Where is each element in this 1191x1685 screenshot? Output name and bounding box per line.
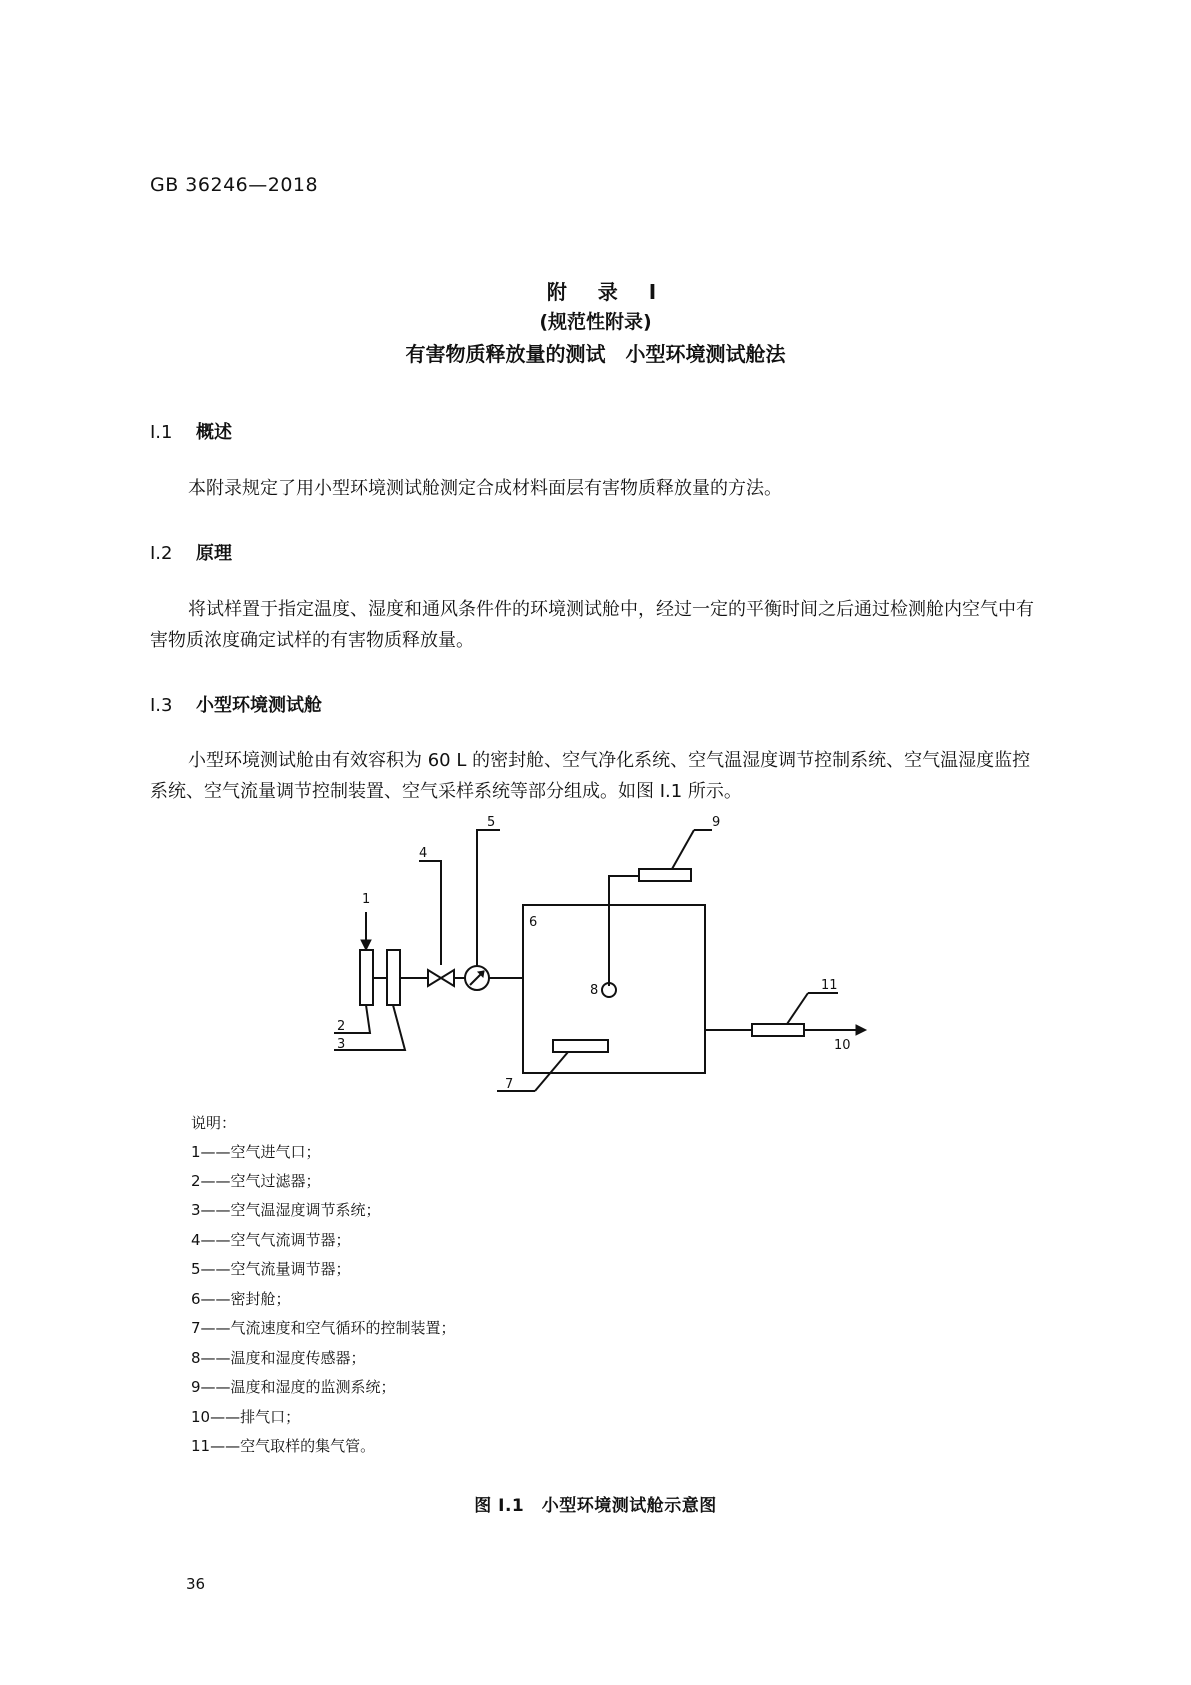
label-4: 4 [419,846,428,861]
page-number: 36 [186,1575,206,1593]
label-8: 8 [590,983,599,998]
label-11: 11 [821,978,838,993]
exhaust-arrow [856,1025,866,1035]
label-9: 9 [712,815,721,830]
label-6: 6 [529,915,538,930]
annex-name: 有害物质释放量的测试 小型环境测试舱法 [405,342,786,366]
legend-item: 7——气流速度和空气循环的控制装置； [191,1319,456,1337]
legend-item: 6——密封舱； [191,1290,291,1308]
section-title: 原理 [196,543,232,564]
sealed-chamber [523,905,705,1073]
leader-line [787,993,808,1024]
legend-item: 9——温度和湿度的监测系统； [191,1378,396,1396]
section-title: 小型环境测试舱 [196,695,322,716]
section-number: I.3 [150,695,173,716]
air-filter [360,950,373,1005]
legend-item: 2——空气过滤器； [191,1172,321,1190]
label-7: 7 [505,1077,514,1092]
section-title: 概述 [196,422,232,443]
label-5: 5 [487,815,496,830]
legend-item: 3——空气温湿度调节系统； [191,1201,381,1219]
leader-line [419,861,441,965]
legend-item: 5——空气流量调节器； [191,1260,351,1278]
section-body-2: 将试样置于指定温度、湿度和通风条件件的环境测试舱中，经过一定的平衡时间之后通过检测舱内空气中有害物质浓度确定试样的有害物质释放量。 [150,599,1034,651]
label-3: 3 [337,1037,346,1052]
legend-item: 8——温度和湿度传感器； [191,1349,366,1367]
label-2: 2 [337,1019,346,1034]
sensor-wire [609,876,639,986]
standard-number: GB 36246—2018 [150,174,319,196]
figure-caption: 图 I.1 小型环境测试舱示意图 [474,1496,717,1516]
monitoring-system [639,869,691,881]
annex-type: (规范性附录) [539,311,652,333]
leader-line [477,830,480,966]
section-body-3: 小型环境测试舱由有效容积为 60 L 的密封舱、空气净化系统、空气温湿度调节控制系统、空气温湿度监控系统、空气流量调节控制装置、空气采样系统等部分组成。如图 I.1 所示。 [150,750,1031,802]
legend-item: 11——空气取样的集气管。 [191,1437,376,1455]
legend-item: 1——空气进气口； [191,1143,321,1161]
temp-humidity-unit [387,950,400,1005]
airflow-control-device [553,1040,608,1052]
legend-item: 10——排气口； [191,1408,301,1426]
airflow-regulator [441,970,454,986]
section-number: I.1 [150,422,173,443]
air-inlet-arrow [361,940,371,950]
leader-line [535,1052,568,1091]
sampling-manifold [752,1024,804,1036]
airflow-regulator [428,970,441,986]
section-body-1: 本附录规定了用小型环境测试舱测定合成材料面层有害物质释放量的方法。 [188,478,782,499]
legend-item: 4——空气气流调节器； [191,1231,351,1249]
label-1: 1 [362,892,371,907]
leader-line [672,830,694,869]
legend-title: 说明： [191,1114,237,1132]
annex-title: 附 录 I [546,280,669,304]
section-number: I.2 [150,543,173,564]
label-10: 10 [834,1038,851,1053]
